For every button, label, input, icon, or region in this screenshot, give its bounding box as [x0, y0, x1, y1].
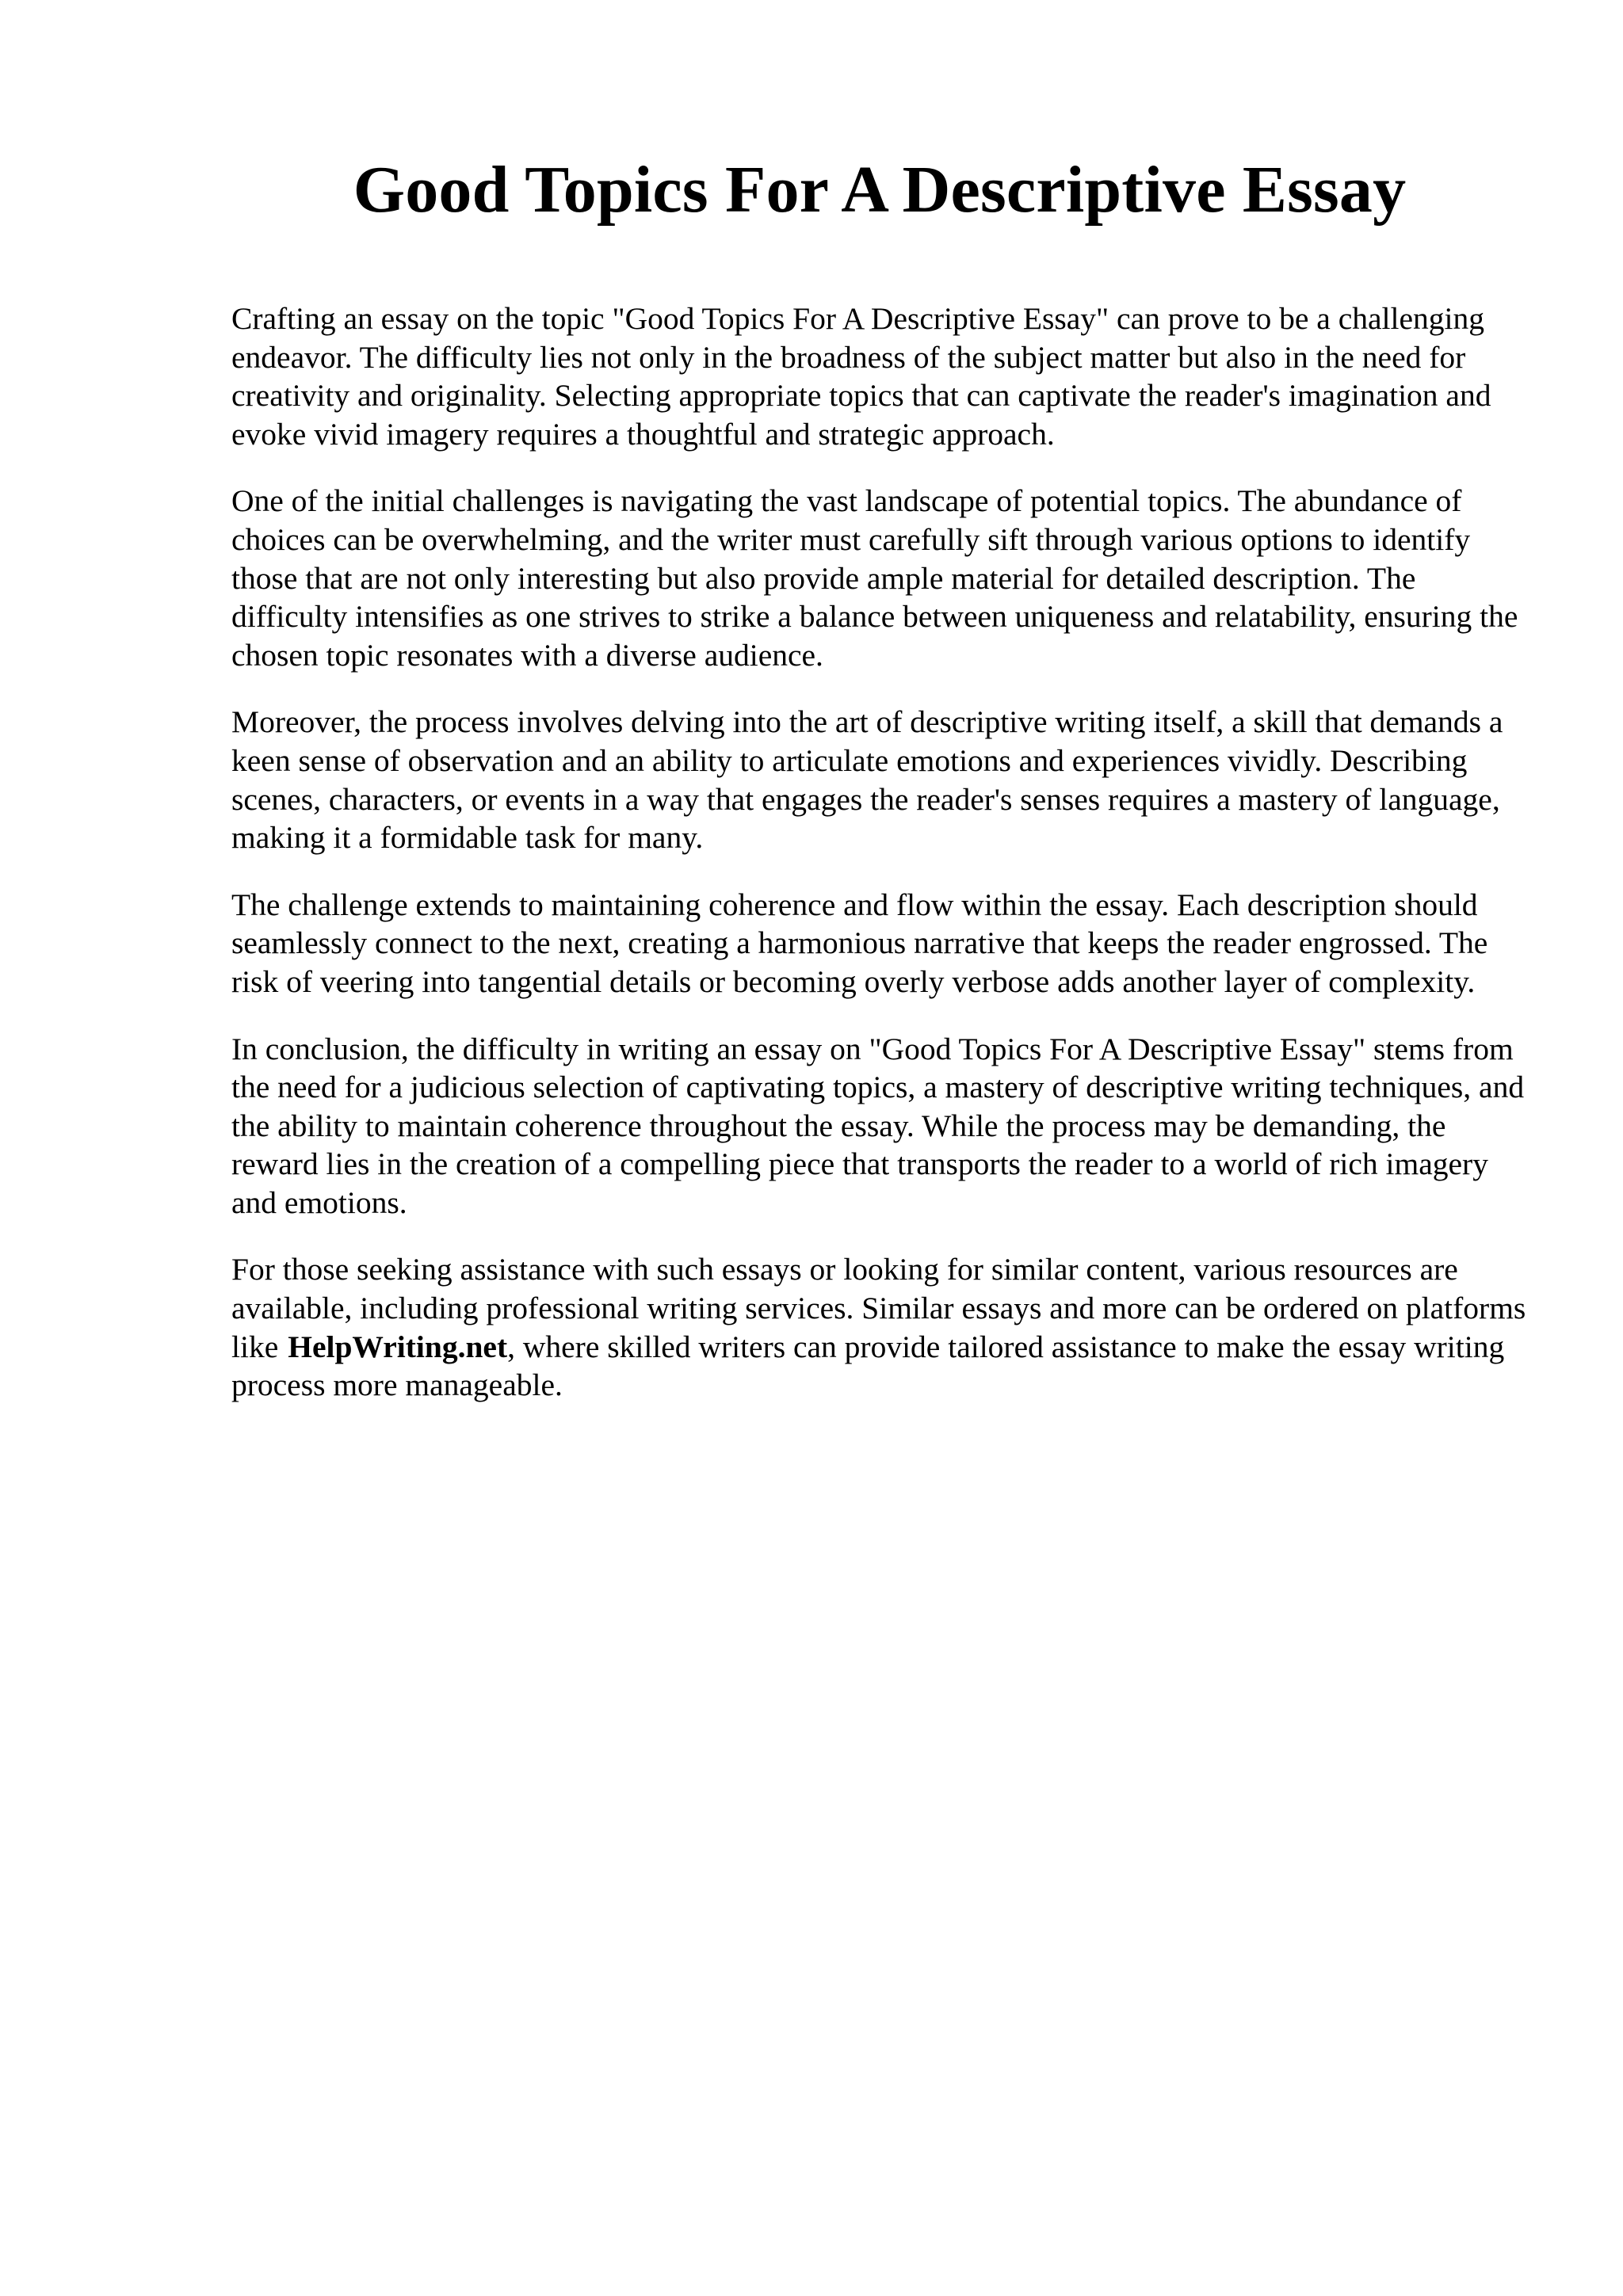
paragraph-3: Moreover, the process involves delving into the art of descriptive writing itself, a skill that demands a keen sense of observation and an ability to articulate emotions and experiences vividly. Describing scenes, characters, or events in a way that engages the reader's senses requires a mastery of language, making it a formidable task for many.: [231, 704, 1503, 856]
paragraph-6-after: , where skilled writers can provide tailored assistance to make the essay writing process more manageable.: [231, 1329, 1505, 1403]
paragraph-6-before: For those seeking assistance with such essays or looking for similar content, various resources are available, including professional writing services. Similar essays and more can be ordered on platforms like: [231, 1252, 1526, 1364]
document-body: [231, 299, 1531, 1433]
paragraph-2: One of the initial challenges is navigating the vast landscape of potential topics. The abundance of choices can be overwhelming, and the writer must carefully sift through various options to identify those that are not only interesting but also provide ample material for detailed description. The difficulty intensifies as one strives to strike a balance between uniqueness and relatability, ensuring the chosen topic resonates with a diverse audience.: [231, 483, 1518, 673]
helpwriting-link[interactable]: HelpWriting.net: [288, 1329, 508, 1364]
paragraph-1: Crafting an essay on the topic "Good Topics For A Descriptive Essay" can prove to be a challenging endeavor. The difficulty lies not only in the broadness of the subject matter but also in the need for creativity and originality. Selecting appropriate topics that can captivate the reader's imagination and evoke vivid imagery requires a thoughtful and strategic approach.: [231, 301, 1491, 452]
paragraph-5: In conclusion, the difficulty in writing an essay on "Good Topics For A Descriptive Essay" stems from the need for a judicious selection of captivating topics, a mastery of descriptive writing techniques, and the ability to maintain coherence throughout the essay. While the process may be demanding, the reward lies in the creation of a compelling piece that transports the reader to a world of rich imagery and emotions.: [231, 1031, 1525, 1220]
document-title: Good Topics For A Descriptive Essay: [353, 153, 1407, 227]
paragraph-6: [231, 1250, 1531, 1404]
paragraph-4: The challenge extends to maintaining coherence and flow within the essay. Each description should seamlessly connect to the next, creating a harmonious narrative that keeps the reader engrossed. The risk of veering into tangential details or becoming overly verbose adds another layer of complexity.: [231, 887, 1488, 999]
